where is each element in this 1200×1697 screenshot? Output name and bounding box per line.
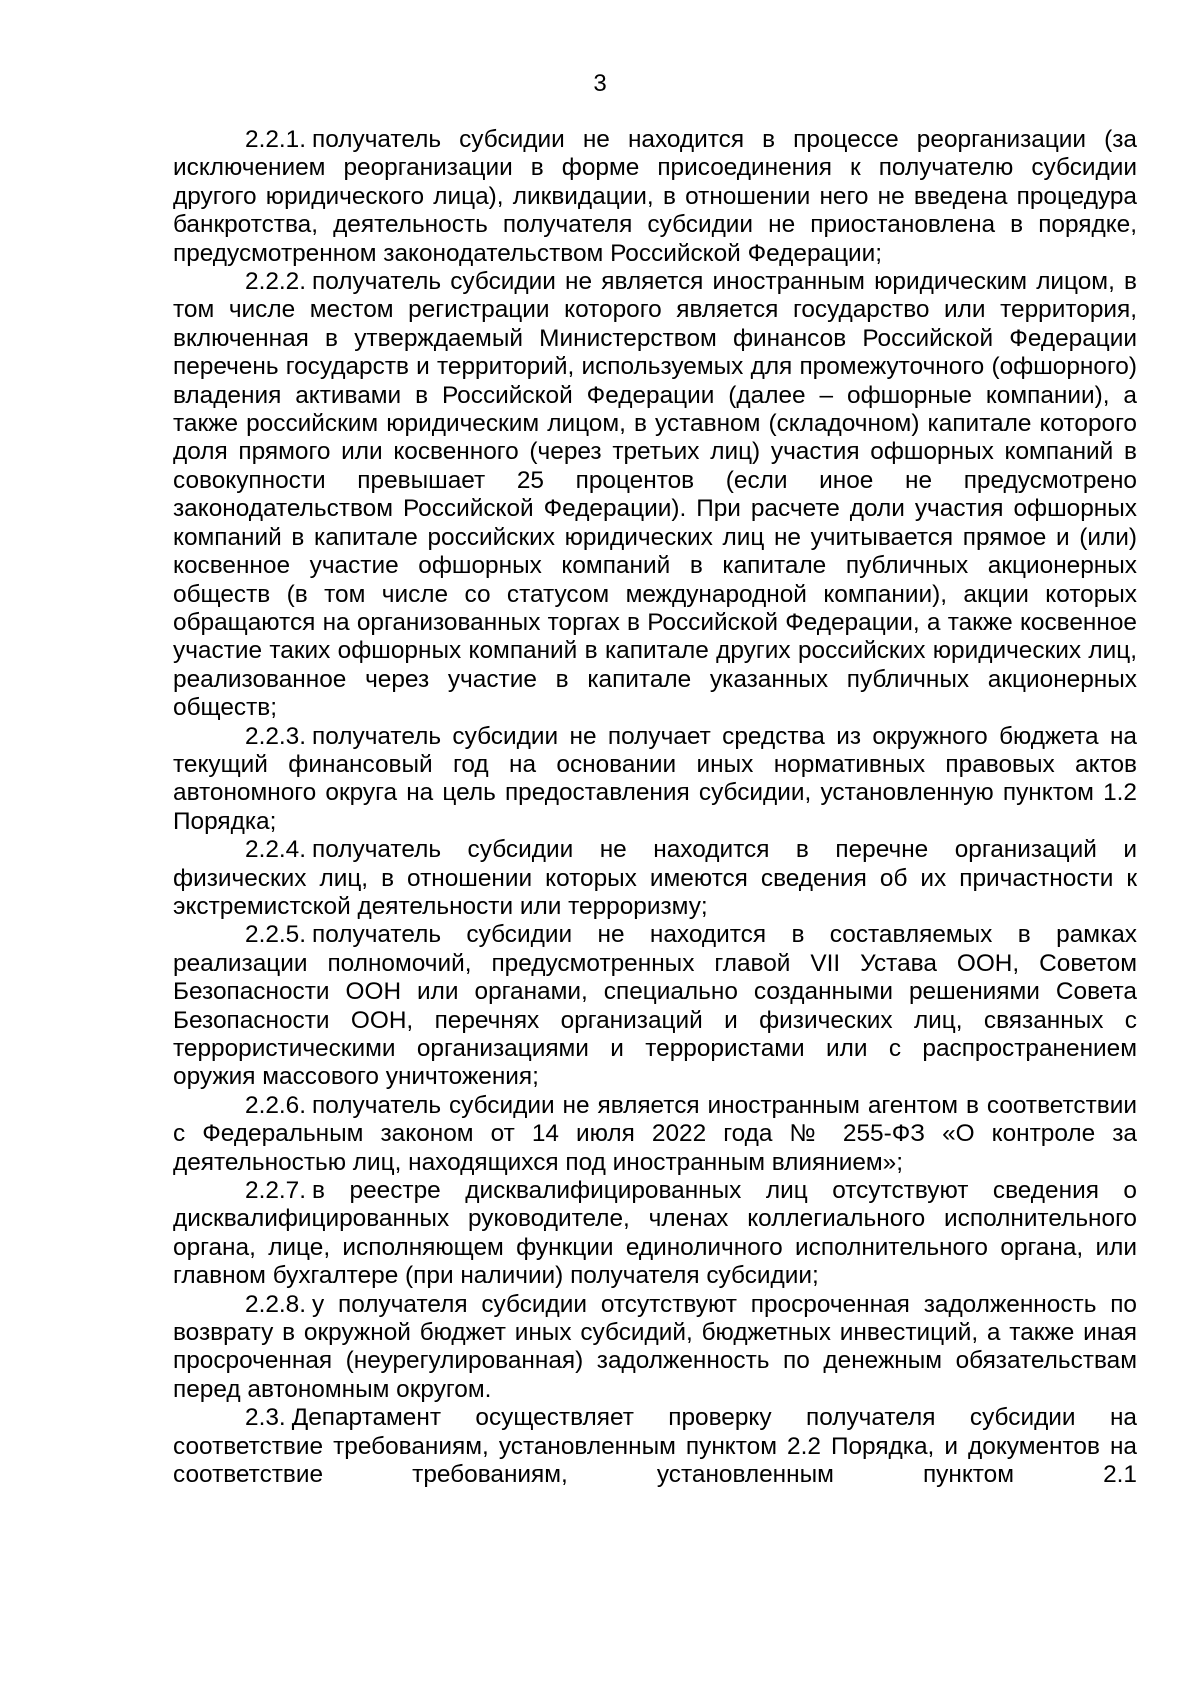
- paragraph-text: получатель субсидии не является иностранным агентом в соответствии с Федеральным законом от 14 июля 2022 года № 255-ФЗ «О контроле за деятельностью лиц, находящихся под иностранным влиянием»;: [173, 1091, 1137, 1176]
- paragraph-text: в реестре дисквалифицированных лиц отсутствуют сведения о дисквалифицированных руководителе, членах коллегиального исполнительного органа, лице, исполняющем функции единоличного исполнительного органа, или главном бухгалтере (при наличии) получателя субсидии;: [173, 1177, 1137, 1290]
- paragraph-text: получатель субсидии не находится в перечне организаций и физических лиц, в отношении которых имеются сведения об их причастности к экстремистской деятельности или терроризму;: [173, 836, 1137, 920]
- paragraph-2-2-5: [173, 921, 1137, 1091]
- paragraph-text: у получателя субсидии отсутствуют просроченная задолженность по возврату в окружной бюджет иных субсидий, бюджетных инвестиций, а также иная просроченная (неурегулированная) задолженность по денежным обязательствам перед автономным округом.: [173, 1290, 1137, 1403]
- paragraph-number: 2.2.6.: [245, 1091, 307, 1119]
- paragraph-number: 2.2.1.: [245, 126, 307, 153]
- paragraph-2-2-1: [173, 126, 1137, 268]
- paragraph-number: 2.2.3.: [245, 722, 307, 750]
- paragraph-number: 2.2.2.: [245, 268, 307, 296]
- paragraph-text: получатель субсидии не находится в составляемых в рамках реализации полномочий, предусмотренных главой VII Устава ООН, Советом Безопасности ООН или органами, специально созданными решениями Совета Безопасности ООН, перечнях организаций и физических лиц, связанных с террористическими организациями и террористами или с распространением оружия массового уничтожения;: [173, 921, 1137, 1091]
- paragraph-number: 2.3.: [245, 1404, 286, 1432]
- paragraph-text: получатель субсидии не получает средства из окружного бюджета на текущий финансовый год на основании иных нормативных правовых актов автономного округа на цель предоставления субсидии, установленную пунктом 1.2 Порядка;: [173, 722, 1137, 835]
- paragraph-number: 2.2.8.: [245, 1290, 307, 1318]
- document-body: [173, 126, 1137, 1490]
- paragraph-2-2-8: [173, 1291, 1137, 1405]
- paragraph-2-2-2: [173, 268, 1137, 723]
- paragraph-number: 2.2.7.: [245, 1177, 307, 1205]
- paragraph-2-2-6: [173, 1092, 1137, 1177]
- page-number: 3: [593, 70, 607, 97]
- paragraph-2-3: [173, 1404, 1137, 1489]
- paragraph-2-2-3: [173, 723, 1137, 837]
- paragraph-2-2-4: [173, 836, 1137, 921]
- paragraph-number: 2.2.4.: [245, 836, 307, 864]
- paragraph-text: получатель субсидии не находится в процессе реорганизации (за исключением реорганизации в форме присоединения к получателю субсидии другого юридического лица), ликвидации, в отношении него не введена процедура банкротства, деятельность получателя субсидии не приостановлена в порядке, предусмотренном законодательством Российской Федерации;: [173, 126, 1137, 267]
- paragraph-number: 2.2.5.: [245, 921, 307, 949]
- paragraph-text: получатель субсидии не является иностранным юридическим лицом, в том числе местом регистрации которого является государство или территория, включенная в утверждаемый Министерством финансов Российской Федерации перечень государств и территорий, используемых для промежуточного (офшорного) владения активами в Российской Федерации (далее – офшорные компании), а также российским юридическим лицом, в уставном (складочном) капитале которого доля прямого или косвенного (через третьих лиц) участия офшорных компаний в совокупности превышает 25 процентов (если иное не предусмотрено законодательством Российской Федерации). При расчете доли участия офшорных компаний в капитале российских юридических лиц не учитывается прямое и (или) косвенное участие офшорных компаний в капитале публичных акционерных обществ (в том числе со статусом международной компании), акции которых обращаются на организованных торгах в Российской Федерации, а также косвенное участие таких офшорных компаний в капитале других российских юридических лиц, реализованное через участие в капитале указанных публичных акционерных обществ;: [173, 268, 1137, 722]
- paragraph-text: Департамент осуществляет проверку получателя субсидии на соответствие требованиям, установленным пунктом 2.2 Порядка, и документов на соответствие требованиям, установленным пунктом 2.1: [173, 1404, 1137, 1489]
- paragraph-2-2-7: [173, 1177, 1137, 1291]
